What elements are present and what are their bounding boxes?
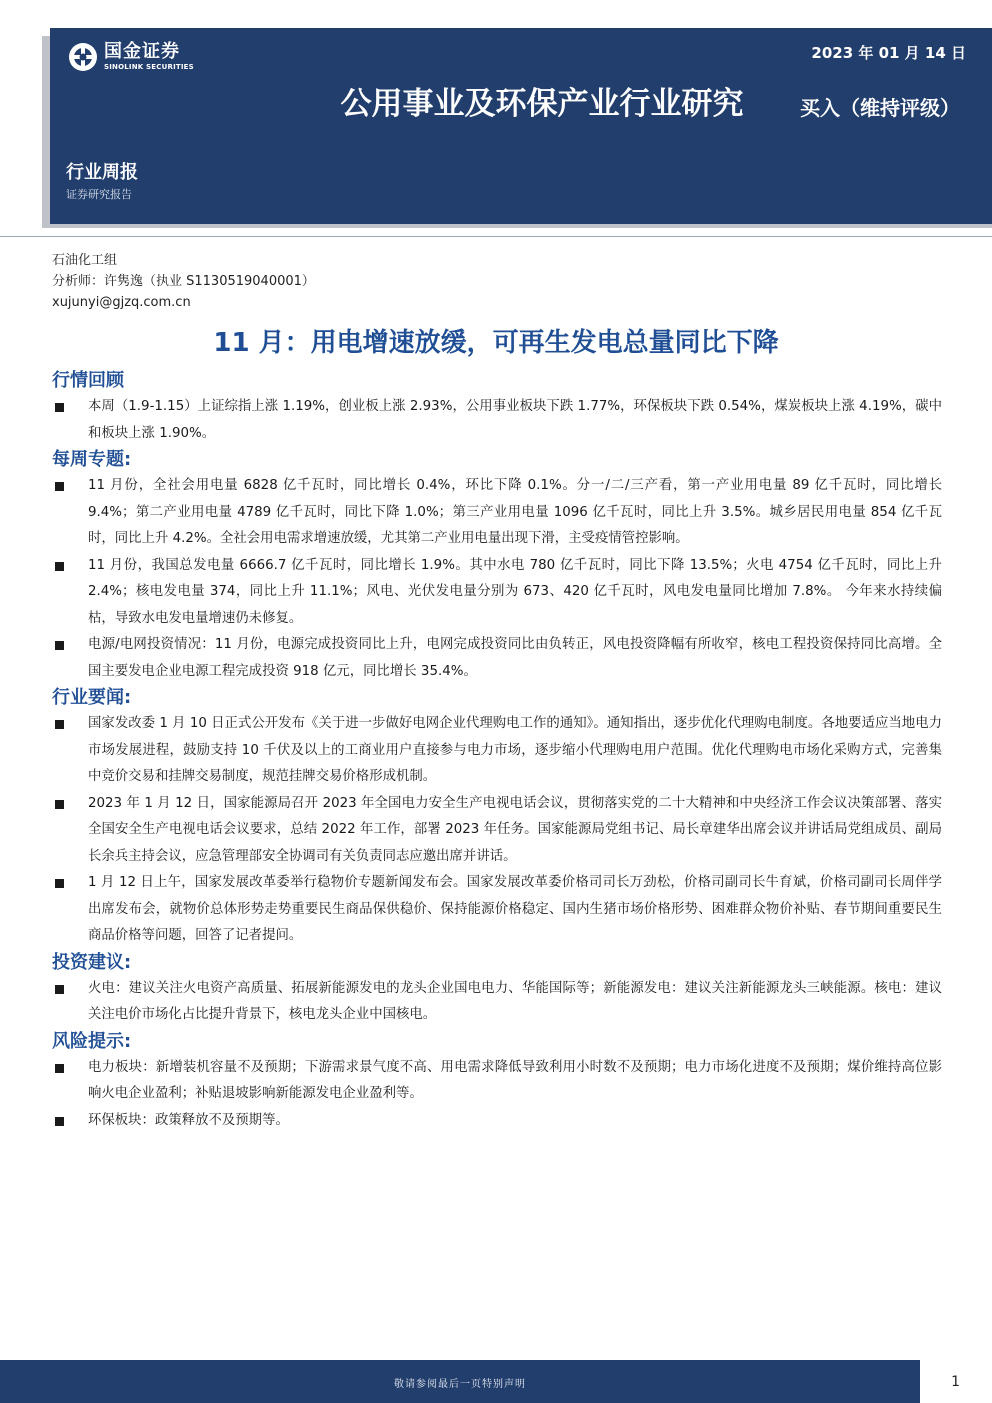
bullet-text: 环保板块：政策释放不及预期等。 — [88, 1112, 289, 1128]
square-bullet-icon — [55, 641, 64, 650]
square-bullet-icon — [55, 800, 64, 809]
bullet-item — [52, 553, 942, 633]
report-type: 行业周报 — [66, 162, 138, 183]
report-title: 公用事业及环保产业行业研究 — [340, 86, 744, 122]
company-logo — [68, 42, 194, 72]
analyst-info — [52, 250, 315, 313]
bullet-text: 11 月份，全社会用电量 6828 亿千瓦时，同比增长 0.4%，环比下降 0.1%。分一/二/三产看，第一产业用电量 89 亿千瓦时，同比增长 9.4%；第二产业用电量 4789 亿千瓦时，同比下降 1.0%；第三产业用电量 1096 亿千瓦时，同比上升 3.5%。城乡居民用电量 854 亿千瓦时，同比上升 4.2%。全社会用电需求增速放缓，尤其第二产业用电量出现下滑，主受疫情管控影响。 — [88, 478, 942, 546]
square-bullet-icon — [55, 879, 64, 888]
square-bullet-icon — [55, 562, 64, 571]
analyst-email[interactable]: xujunyi@gjzq.com.cn — [52, 295, 191, 310]
section-title: 风险提示: — [52, 1030, 132, 1052]
bullet-item — [52, 870, 942, 950]
square-bullet-icon — [55, 403, 64, 412]
analyst-group: 石油化工组 — [52, 253, 118, 268]
sinolink-logo-icon — [68, 42, 98, 72]
section-investment-advice — [52, 950, 942, 1029]
square-bullet-icon — [55, 985, 64, 994]
bullet-text: 电力板块：新增装机容量不及预期；下游需求景气度不高、用电需求降低导致利用小时数不及预期；电力市场化进度不及预期；煤价维持高位影响火电企业盈利；补贴退坡影响新能源发电企业盈利等。 — [88, 1059, 942, 1101]
section-risk-warning — [52, 1029, 942, 1135]
square-bullet-icon — [55, 720, 64, 729]
logo-cn-text: 国金证券 — [104, 41, 180, 62]
footer-disclaimer[interactable]: 敬请参阅最后一页特别声明 — [394, 1379, 526, 1390]
bullet-text: 本周（1.9-1.15）上证综指上涨 1.19%，创业板上涨 2.93%，公用事业板块下跌 1.77%，环保板块下跌 0.54%，煤炭板块上涨 4.19%，碳中和板块上涨 1.90%。 — [88, 399, 942, 441]
bullet-item — [52, 791, 942, 871]
header-divider — [0, 236, 992, 237]
square-bullet-icon — [55, 482, 64, 491]
square-bullet-icon — [55, 1117, 64, 1126]
bullet-item — [52, 632, 942, 685]
bullet-text: 1 月 12 日上午，国家发展改革委举行稳物价专题新闻发布会。国家发展改革委价格司司长万劲松，价格司副司长牛育斌，价格司副司长周伴学出席发布会，就物价总体形势走势重要民生商品保供稳价、保持能源价格稳定、国内生猪市场价格形势、困难群众物价补贴、春节期间重要民生商品价格等问题，回答了记者提问。 — [88, 875, 942, 943]
bullet-item — [52, 473, 942, 553]
logo-en-text: SINOLINK SECURITIES — [104, 63, 194, 71]
bullet-item — [52, 1055, 942, 1108]
section-title: 投资建议: — [52, 951, 132, 973]
section-industry-news — [52, 685, 942, 950]
headline: 11 月：用电增速放缓，可再生发电总量同比下降 — [213, 328, 779, 358]
bullet-item — [52, 394, 942, 447]
report-subtitle: 证券研究报告 — [66, 188, 132, 201]
section-title: 行业要闻: — [52, 687, 132, 708]
bullet-item — [52, 1108, 942, 1135]
bullet-item — [52, 976, 942, 1029]
analyst-name: 分析师：许隽逸（执业 S1130519040001） — [52, 274, 315, 289]
bullet-item — [52, 711, 942, 791]
bullet-text: 电源/电网投资情况：11 月份，电源完成投资同比上升，电网完成投资同比由负转正，风电投资降幅有所收窄，核电工程投资保持同比高增。全国主要发电企业电源工程完成投资 918 亿元，同比增长 35.4%。 — [88, 637, 942, 679]
report-body — [52, 368, 942, 1134]
bullet-text: 国家发改委 1 月 10 日正式公开发布《关于进一步做好电网企业代理购电工作的通知》。通知指出，逐步优化代理购电制度。各地要适应当地电力市场发展进程，鼓励支持 10 千伏及以上的工商业用户直接参与电力市场，逐步缩小代理购电用户范围。优化代理购电市场化采购方式，完善集中竞价交易和挂牌交易制度，规范挂牌交易价格形成机制。 — [88, 716, 942, 784]
rating-badge: 买入（维持评级） — [800, 96, 960, 120]
section-title: 行情回顾 — [52, 370, 124, 391]
bullet-text: 2023 年 1 月 12 日，国家能源局召开 2023 年全国电力安全生产电视电话会议，贯彻落实党的二十大精神和中央经济工作会议决策部署、落实全国安全生产电视电话会议要求，总结 2022 年工作，部署 2023 年任务。国家能源局党组书记、局长章建华出席会议并讲话局党组成员、副局长余兵主持会议，应急管理部安全协调司有关负责同志应邀出席并讲话。 — [88, 795, 942, 864]
square-bullet-icon — [55, 1064, 64, 1073]
section-title: 每周专题: — [52, 449, 132, 470]
section-market-review — [52, 368, 942, 447]
bullet-text: 火电：建议关注火电资产高质量、拓展新能源发电的龙头企业国电电力、华能国际等；新能源发电：建议关注新能源龙头三峡能源。核电：建议关注电价市场化占比提升背景下，核电龙头企业中国核电。 — [88, 980, 942, 1022]
section-weekly-topic — [52, 447, 942, 685]
report-date: 2023 年 01 月 14 日 — [811, 44, 966, 62]
page-number: 1 — [951, 1374, 960, 1390]
bullet-text: 11 月份，我国总发电量 6666.7 亿千瓦时，同比增长 1.9%。其中水电 780 亿千瓦时，同比下降 13.5%；火电 4754 亿千瓦时，同比上升 2.4%；核电发电量 374，同比上升 11.1%；风电、光伏发电量分别为 673、420 亿千瓦时，风电发电量同比增加 7.8%。 今年来水持续偏枯，导致水电发电量增速仍未修复。 — [88, 557, 942, 626]
